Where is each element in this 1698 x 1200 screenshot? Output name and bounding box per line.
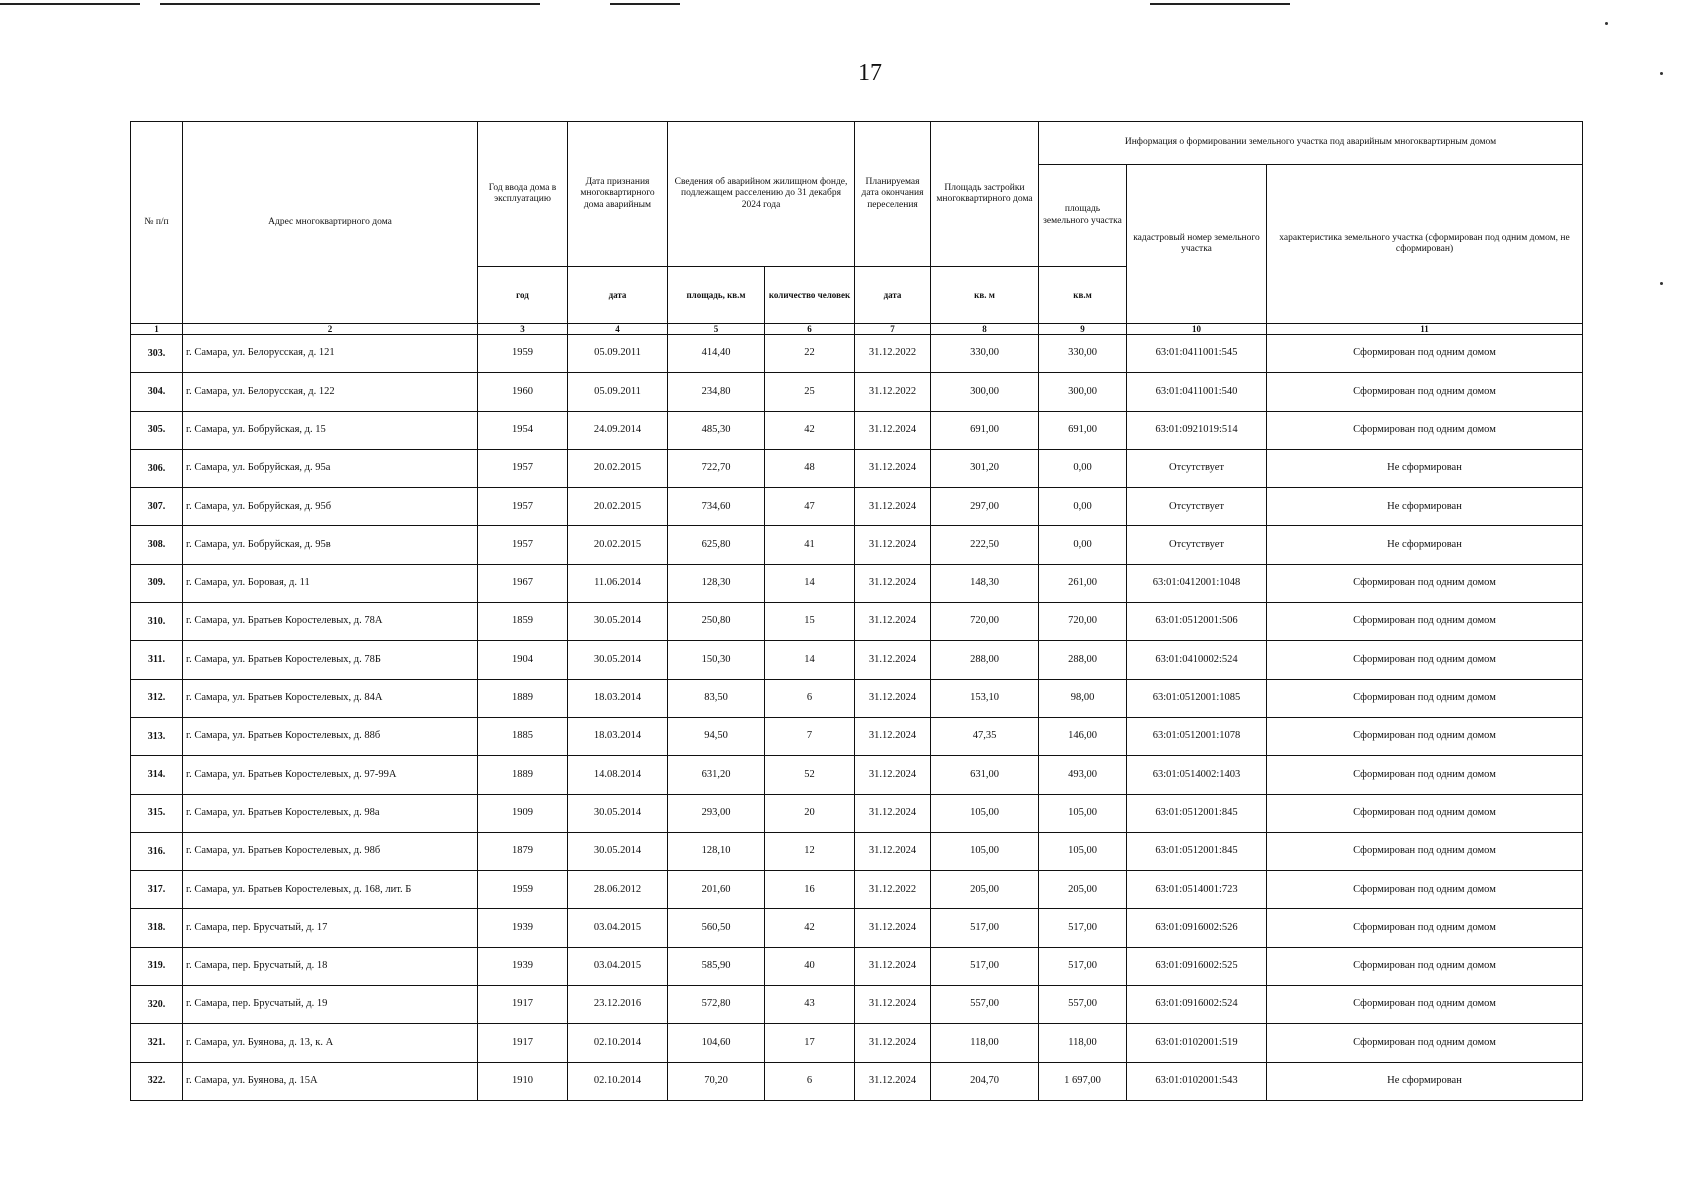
- row-number: 321.: [131, 1024, 183, 1062]
- recognized-date-cell: 05.09.2011: [568, 335, 668, 373]
- address-cell: г. Самара, ул. Братьев Коростелевых, д. 97-99А: [183, 756, 478, 794]
- address-cell: г. Самара, ул. Бобруйская, д. 95б: [183, 488, 478, 526]
- land-area-cell: 0,00: [1039, 526, 1127, 564]
- building-area-cell: 204,70: [931, 1062, 1039, 1100]
- unit-people: количество человек: [765, 267, 855, 324]
- people-cell: 14: [765, 564, 855, 602]
- recognized-date-cell: 18.03.2014: [568, 717, 668, 755]
- table-row: [131, 564, 1583, 602]
- recognized-date-cell: 20.02.2015: [568, 526, 668, 564]
- cadastral-number-cell: 63:01:0512001:845: [1127, 832, 1267, 870]
- row-number: 312.: [131, 679, 183, 717]
- header-housing-info: Сведения об аварийном жилищном фонде, подлежащем расселению до 31 декабря 2024 года: [668, 122, 855, 267]
- unit-date: дата: [855, 267, 931, 324]
- recognized-date-cell: 28.06.2012: [568, 871, 668, 909]
- column-number: 4: [568, 324, 668, 335]
- header-year-built: Год ввода дома в эксплуатацию: [478, 122, 568, 267]
- address-cell: г. Самара, ул. Буянова, д. 15А: [183, 1062, 478, 1100]
- planned-date-cell: 31.12.2022: [855, 871, 931, 909]
- table-row: [131, 794, 1583, 832]
- row-number: 314.: [131, 756, 183, 794]
- table-row: [131, 947, 1583, 985]
- people-cell: 52: [765, 756, 855, 794]
- column-number: 5: [668, 324, 765, 335]
- land-status-cell: Не сформирован: [1267, 1062, 1583, 1100]
- row-number: 305.: [131, 411, 183, 449]
- header-land-char: характеристика земельного участка (сформирован под одним домом, не сформирован): [1267, 165, 1583, 324]
- cadastral-number-cell: 63:01:0411001:545: [1127, 335, 1267, 373]
- building-area-cell: 691,00: [931, 411, 1039, 449]
- building-area-cell: 153,10: [931, 679, 1039, 717]
- planned-date-cell: 31.12.2024: [855, 909, 931, 947]
- row-number: 315.: [131, 794, 183, 832]
- land-area-cell: 557,00: [1039, 986, 1127, 1024]
- building-area-cell: 557,00: [931, 986, 1039, 1024]
- area-cell: 585,90: [668, 947, 765, 985]
- table-row: [131, 526, 1583, 564]
- recognized-date-cell: 30.05.2014: [568, 794, 668, 832]
- cadastral-number-cell: 63:01:0916002:524: [1127, 986, 1267, 1024]
- people-cell: 12: [765, 832, 855, 870]
- row-number: 311.: [131, 641, 183, 679]
- people-cell: 16: [765, 871, 855, 909]
- cadastral-number-cell: 63:01:0410002:524: [1127, 641, 1267, 679]
- recognized-date-cell: 30.05.2014: [568, 641, 668, 679]
- address-cell: г. Самара, ул. Братьев Коростелевых, д. 98а: [183, 794, 478, 832]
- table-row: [131, 832, 1583, 870]
- land-status-cell: Не сформирован: [1267, 449, 1583, 487]
- address-cell: г. Самара, ул. Братьев Коростелевых, д. 168, лит. Б: [183, 871, 478, 909]
- land-status-cell: Сформирован под одним домом: [1267, 756, 1583, 794]
- land-status-cell: Сформирован под одним домом: [1267, 603, 1583, 641]
- land-area-cell: 288,00: [1039, 641, 1127, 679]
- row-number: 309.: [131, 564, 183, 602]
- people-cell: 6: [765, 1062, 855, 1100]
- planned-date-cell: 31.12.2024: [855, 986, 931, 1024]
- row-number: 307.: [131, 488, 183, 526]
- area-cell: 293,00: [668, 794, 765, 832]
- year-built-cell: 1909: [478, 794, 568, 832]
- scan-edge-line: [610, 3, 680, 5]
- recognized-date-cell: 11.06.2014: [568, 564, 668, 602]
- year-built-cell: 1859: [478, 603, 568, 641]
- people-cell: 48: [765, 449, 855, 487]
- table-row: [131, 871, 1583, 909]
- address-cell: г. Самара, ул. Братьев Коростелевых, д. 88б: [183, 717, 478, 755]
- planned-date-cell: 31.12.2024: [855, 449, 931, 487]
- building-area-cell: 517,00: [931, 909, 1039, 947]
- area-cell: 94,50: [668, 717, 765, 755]
- cadastral-number-cell: Отсутствует: [1127, 449, 1267, 487]
- cadastral-number-cell: 63:01:0916002:526: [1127, 909, 1267, 947]
- cadastral-number-cell: 63:01:0921019:514: [1127, 411, 1267, 449]
- table-body: [131, 335, 1583, 1101]
- land-area-cell: 720,00: [1039, 603, 1127, 641]
- table-row: [131, 488, 1583, 526]
- address-cell: г. Самара, пер. Брусчатый, д. 17: [183, 909, 478, 947]
- building-area-cell: 631,00: [931, 756, 1039, 794]
- row-number: 313.: [131, 717, 183, 755]
- table-row: [131, 603, 1583, 641]
- planned-date-cell: 31.12.2022: [855, 373, 931, 411]
- building-area-cell: 105,00: [931, 794, 1039, 832]
- row-number: 308.: [131, 526, 183, 564]
- column-number: 8: [931, 324, 1039, 335]
- address-cell: г. Самара, ул. Бобруйская, д. 95в: [183, 526, 478, 564]
- recognized-date-cell: 20.02.2015: [568, 488, 668, 526]
- column-number: 9: [1039, 324, 1127, 335]
- header-address: Адрес многоквартирного дома: [183, 122, 478, 324]
- year-built-cell: 1939: [478, 947, 568, 985]
- building-area-cell: 222,50: [931, 526, 1039, 564]
- area-cell: 250,80: [668, 603, 765, 641]
- recognized-date-cell: 05.09.2011: [568, 373, 668, 411]
- row-number: 303.: [131, 335, 183, 373]
- recognized-date-cell: 30.05.2014: [568, 603, 668, 641]
- planned-date-cell: 31.12.2024: [855, 1024, 931, 1062]
- address-cell: г. Самара, ул. Белорусская, д. 122: [183, 373, 478, 411]
- people-cell: 6: [765, 679, 855, 717]
- land-area-cell: 517,00: [1039, 947, 1127, 985]
- year-built-cell: 1954: [478, 411, 568, 449]
- area-cell: 625,80: [668, 526, 765, 564]
- land-area-cell: 105,00: [1039, 794, 1127, 832]
- planned-date-cell: 31.12.2024: [855, 679, 931, 717]
- land-status-cell: Сформирован под одним домом: [1267, 641, 1583, 679]
- address-cell: г. Самара, ул. Братьев Коростелевых, д. 98б: [183, 832, 478, 870]
- recognized-date-cell: 02.10.2014: [568, 1062, 668, 1100]
- cadastral-number-cell: 63:01:0916002:525: [1127, 947, 1267, 985]
- building-area-cell: 297,00: [931, 488, 1039, 526]
- column-number: 10: [1127, 324, 1267, 335]
- unit-sqm: кв. м: [931, 267, 1039, 324]
- land-status-cell: Сформирован под одним домом: [1267, 871, 1583, 909]
- year-built-cell: 1957: [478, 526, 568, 564]
- cadastral-number-cell: 63:01:0512001:845: [1127, 794, 1267, 832]
- building-area-cell: 118,00: [931, 1024, 1039, 1062]
- land-area-cell: 261,00: [1039, 564, 1127, 602]
- people-cell: 25: [765, 373, 855, 411]
- planned-date-cell: 31.12.2022: [855, 335, 931, 373]
- table-row: [131, 756, 1583, 794]
- year-built-cell: 1939: [478, 909, 568, 947]
- land-status-cell: Сформирован под одним домом: [1267, 986, 1583, 1024]
- scan-edge-line: [160, 3, 540, 5]
- land-area-cell: 98,00: [1039, 679, 1127, 717]
- table-row: [131, 373, 1583, 411]
- building-area-cell: 148,30: [931, 564, 1039, 602]
- row-number: 319.: [131, 947, 183, 985]
- recognized-date-cell: 03.04.2015: [568, 947, 668, 985]
- building-area-cell: 105,00: [931, 832, 1039, 870]
- people-cell: 7: [765, 717, 855, 755]
- address-cell: г. Самара, ул. Братьев Коростелевых, д. 78А: [183, 603, 478, 641]
- cadastral-number-cell: 63:01:0512001:1078: [1127, 717, 1267, 755]
- planned-date-cell: 31.12.2024: [855, 488, 931, 526]
- land-status-cell: Сформирован под одним домом: [1267, 947, 1583, 985]
- people-cell: 14: [765, 641, 855, 679]
- cadastral-number-cell: 63:01:0514001:723: [1127, 871, 1267, 909]
- row-number: 317.: [131, 871, 183, 909]
- address-cell: г. Самара, пер. Брусчатый, д. 18: [183, 947, 478, 985]
- row-number: 316.: [131, 832, 183, 870]
- people-cell: 17: [765, 1024, 855, 1062]
- planned-date-cell: 31.12.2024: [855, 832, 931, 870]
- people-cell: 20: [765, 794, 855, 832]
- people-cell: 22: [765, 335, 855, 373]
- land-area-cell: 1 697,00: [1039, 1062, 1127, 1100]
- land-status-cell: Сформирован под одним домом: [1267, 679, 1583, 717]
- people-cell: 47: [765, 488, 855, 526]
- row-number: 310.: [131, 603, 183, 641]
- column-number: 3: [478, 324, 568, 335]
- planned-date-cell: 31.12.2024: [855, 756, 931, 794]
- cadastral-number-cell: 63:01:0102001:519: [1127, 1024, 1267, 1062]
- area-cell: 572,80: [668, 986, 765, 1024]
- year-built-cell: 1959: [478, 871, 568, 909]
- recognized-date-cell: 30.05.2014: [568, 832, 668, 870]
- land-area-cell: 146,00: [1039, 717, 1127, 755]
- area-cell: 150,30: [668, 641, 765, 679]
- year-built-cell: 1959: [478, 335, 568, 373]
- land-status-cell: Сформирован под одним домом: [1267, 564, 1583, 602]
- planned-date-cell: 31.12.2024: [855, 411, 931, 449]
- land-area-cell: 0,00: [1039, 488, 1127, 526]
- recognized-date-cell: 20.02.2015: [568, 449, 668, 487]
- header-building-area: Площадь застройки многоквартирного дома: [931, 122, 1039, 267]
- land-area-cell: 205,00: [1039, 871, 1127, 909]
- cadastral-number-cell: Отсутствует: [1127, 526, 1267, 564]
- people-cell: 43: [765, 986, 855, 1024]
- building-area-cell: 288,00: [931, 641, 1039, 679]
- row-number: 304.: [131, 373, 183, 411]
- area-cell: 485,30: [668, 411, 765, 449]
- year-built-cell: 1910: [478, 1062, 568, 1100]
- land-area-cell: 493,00: [1039, 756, 1127, 794]
- land-status-cell: Не сформирован: [1267, 488, 1583, 526]
- unit-date: дата: [568, 267, 668, 324]
- building-area-cell: 47,35: [931, 717, 1039, 755]
- year-built-cell: 1957: [478, 488, 568, 526]
- people-cell: 15: [765, 603, 855, 641]
- row-number: 318.: [131, 909, 183, 947]
- table-row: [131, 1062, 1583, 1100]
- page-number: 17: [858, 60, 882, 86]
- unit-sqm: кв.м: [1039, 267, 1127, 324]
- recognized-date-cell: 03.04.2015: [568, 909, 668, 947]
- land-area-cell: 691,00: [1039, 411, 1127, 449]
- year-built-cell: 1889: [478, 756, 568, 794]
- land-area-cell: 300,00: [1039, 373, 1127, 411]
- cadastral-number-cell: 63:01:0512001:506: [1127, 603, 1267, 641]
- cadastral-number-cell: Отсутствует: [1127, 488, 1267, 526]
- year-built-cell: 1879: [478, 832, 568, 870]
- land-status-cell: Сформирован под одним домом: [1267, 717, 1583, 755]
- area-cell: 734,60: [668, 488, 765, 526]
- land-area-cell: 330,00: [1039, 335, 1127, 373]
- area-cell: 414,40: [668, 335, 765, 373]
- row-number: 322.: [131, 1062, 183, 1100]
- people-cell: 42: [765, 909, 855, 947]
- year-built-cell: 1904: [478, 641, 568, 679]
- table-row: [131, 335, 1583, 373]
- header-land-info: Информация о формировании земельного участка под аварийным многоквартирным домом: [1039, 122, 1583, 165]
- area-cell: 631,20: [668, 756, 765, 794]
- year-built-cell: 1960: [478, 373, 568, 411]
- land-area-cell: 118,00: [1039, 1024, 1127, 1062]
- column-number-row: [131, 324, 1583, 335]
- year-built-cell: 1917: [478, 1024, 568, 1062]
- people-cell: 42: [765, 411, 855, 449]
- header-cadastral: кадастровый номер земельного участка: [1127, 165, 1267, 324]
- column-number: 6: [765, 324, 855, 335]
- table-row: [131, 679, 1583, 717]
- building-area-cell: 330,00: [931, 335, 1039, 373]
- address-cell: г. Самара, пер. Брусчатый, д. 19: [183, 986, 478, 1024]
- emergency-housing-table: [130, 121, 1583, 1101]
- land-status-cell: Сформирован под одним домом: [1267, 373, 1583, 411]
- building-area-cell: 300,00: [931, 373, 1039, 411]
- cadastral-number-cell: 63:01:0412001:1048: [1127, 564, 1267, 602]
- land-area-cell: 105,00: [1039, 832, 1127, 870]
- land-status-cell: Сформирован под одним домом: [1267, 411, 1583, 449]
- planned-date-cell: 31.12.2024: [855, 1062, 931, 1100]
- area-cell: 83,50: [668, 679, 765, 717]
- building-area-cell: 517,00: [931, 947, 1039, 985]
- land-status-cell: Не сформирован: [1267, 526, 1583, 564]
- area-cell: 234,80: [668, 373, 765, 411]
- address-cell: г. Самара, ул. Боровая, д. 11: [183, 564, 478, 602]
- table-row: [131, 909, 1583, 947]
- land-area-cell: 0,00: [1039, 449, 1127, 487]
- year-built-cell: 1967: [478, 564, 568, 602]
- table-row: [131, 717, 1583, 755]
- area-cell: 128,10: [668, 832, 765, 870]
- recognized-date-cell: 23.12.2016: [568, 986, 668, 1024]
- year-built-cell: 1885: [478, 717, 568, 755]
- planned-date-cell: 31.12.2024: [855, 794, 931, 832]
- table-row: [131, 411, 1583, 449]
- scan-edge-line: [0, 3, 140, 5]
- scan-speck: [1605, 22, 1608, 25]
- column-number: 11: [1267, 324, 1583, 335]
- year-built-cell: 1889: [478, 679, 568, 717]
- header-land-area: площадь земельного участка: [1039, 165, 1127, 267]
- recognized-date-cell: 24.09.2014: [568, 411, 668, 449]
- address-cell: г. Самара, ул. Буянова, д. 13, к. А: [183, 1024, 478, 1062]
- year-built-cell: 1957: [478, 449, 568, 487]
- area-cell: 722,70: [668, 449, 765, 487]
- area-cell: 560,50: [668, 909, 765, 947]
- land-status-cell: Сформирован под одним домом: [1267, 832, 1583, 870]
- recognized-date-cell: 02.10.2014: [568, 1024, 668, 1062]
- land-status-cell: Сформирован под одним домом: [1267, 909, 1583, 947]
- header-num: № п/п: [131, 122, 183, 324]
- cadastral-number-cell: 63:01:0411001:540: [1127, 373, 1267, 411]
- address-cell: г. Самара, ул. Братьев Коростелевых, д. 84А: [183, 679, 478, 717]
- land-status-cell: Сформирован под одним домом: [1267, 794, 1583, 832]
- year-built-cell: 1917: [478, 986, 568, 1024]
- cadastral-number-cell: 63:01:0102001:543: [1127, 1062, 1267, 1100]
- unit-year: год: [478, 267, 568, 324]
- cadastral-number-cell: 63:01:0512001:1085: [1127, 679, 1267, 717]
- recognized-date-cell: 14.08.2014: [568, 756, 668, 794]
- table-row: [131, 449, 1583, 487]
- row-number: 306.: [131, 449, 183, 487]
- land-status-cell: Сформирован под одним домом: [1267, 1024, 1583, 1062]
- column-number: 1: [131, 324, 183, 335]
- planned-date-cell: 31.12.2024: [855, 564, 931, 602]
- table-row: [131, 641, 1583, 679]
- land-area-cell: 517,00: [1039, 909, 1127, 947]
- planned-date-cell: 31.12.2024: [855, 641, 931, 679]
- row-number: 320.: [131, 986, 183, 1024]
- scan-speck: [1660, 282, 1663, 285]
- table-row: [131, 1024, 1583, 1062]
- address-cell: г. Самара, ул. Бобруйская, д. 15: [183, 411, 478, 449]
- column-number: 7: [855, 324, 931, 335]
- people-cell: 40: [765, 947, 855, 985]
- building-area-cell: 301,20: [931, 449, 1039, 487]
- area-cell: 70,20: [668, 1062, 765, 1100]
- address-cell: г. Самара, ул. Братьев Коростелевых, д. 78Б: [183, 641, 478, 679]
- planned-date-cell: 31.12.2024: [855, 717, 931, 755]
- table-row: [131, 986, 1583, 1024]
- building-area-cell: 720,00: [931, 603, 1039, 641]
- planned-date-cell: 31.12.2024: [855, 603, 931, 641]
- area-cell: 201,60: [668, 871, 765, 909]
- building-area-cell: 205,00: [931, 871, 1039, 909]
- cadastral-number-cell: 63:01:0514002:1403: [1127, 756, 1267, 794]
- people-cell: 41: [765, 526, 855, 564]
- planned-date-cell: 31.12.2024: [855, 947, 931, 985]
- area-cell: 104,60: [668, 1024, 765, 1062]
- column-number: 2: [183, 324, 478, 335]
- header-recognized-date: Дата признания многоквартирного дома аварийным: [568, 122, 668, 267]
- unit-area: площадь, кв.м: [668, 267, 765, 324]
- planned-date-cell: 31.12.2024: [855, 526, 931, 564]
- address-cell: г. Самара, ул. Бобруйская, д. 95а: [183, 449, 478, 487]
- scan-edge-line: [1150, 3, 1290, 5]
- land-status-cell: Сформирован под одним домом: [1267, 335, 1583, 373]
- address-cell: г. Самара, ул. Белорусская, д. 121: [183, 335, 478, 373]
- area-cell: 128,30: [668, 564, 765, 602]
- recognized-date-cell: 18.03.2014: [568, 679, 668, 717]
- header-planned-date: Планируемая дата окончания переселения: [855, 122, 931, 267]
